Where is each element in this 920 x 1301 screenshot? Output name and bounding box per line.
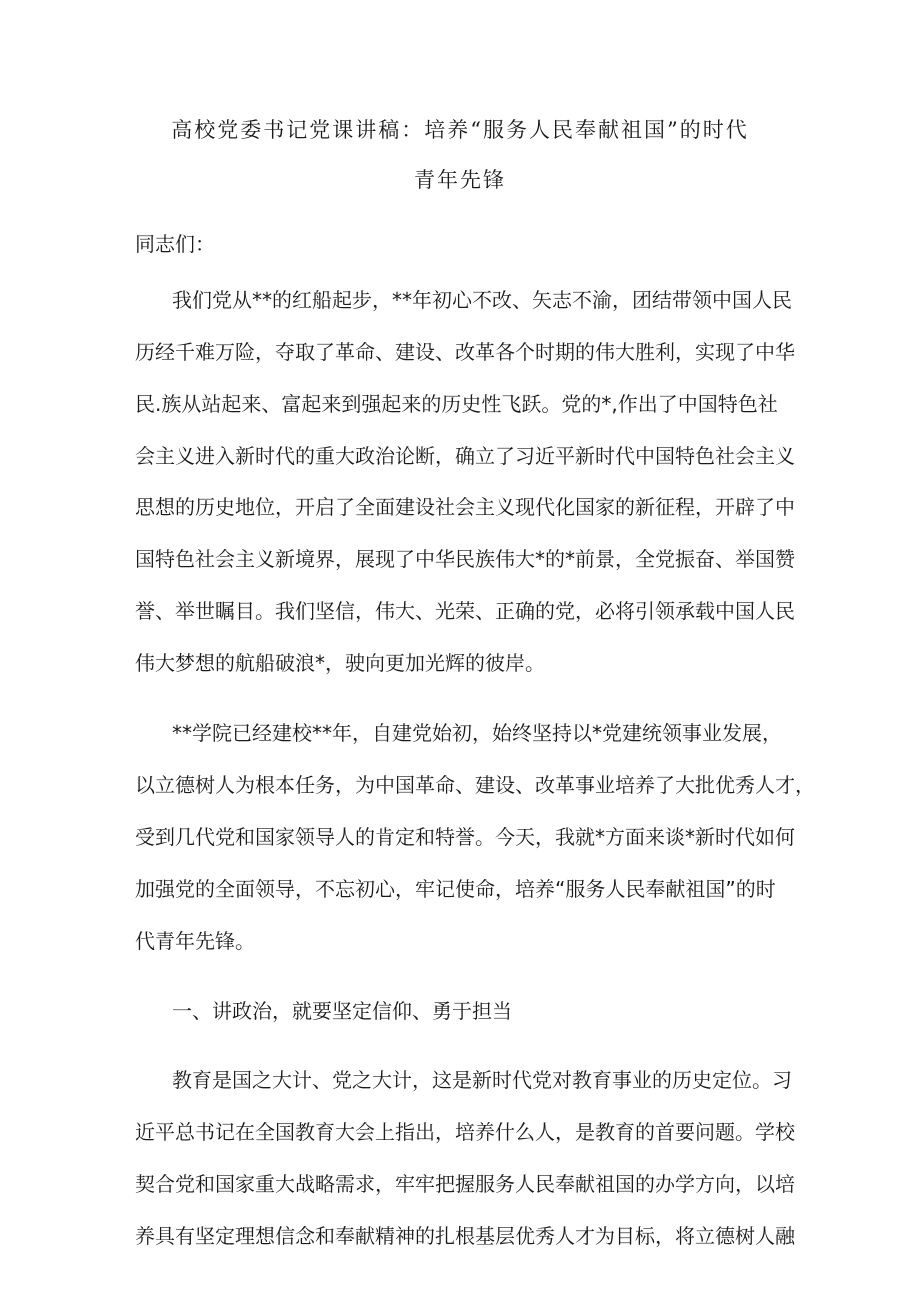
paragraph-2-line-2: 以立德树人为根本任务，为中国革命、建设、改革事业培养了大批优秀人才， — [135, 773, 815, 797]
paragraph-3-line-1: 教育是国之大计、党之大计，这是新时代党对教育事业的历史定位。习 — [172, 1068, 792, 1092]
paragraph-1-line-8: 伟大梦想的航船破浪*，驶向更加光辉的彼岸。 — [135, 651, 545, 675]
paragraph-2-line-4: 加强党的全面领导，不忘初心，牢记使命，培养“服务人民奉献祖国”的时 — [135, 877, 776, 901]
paragraph-1-line-6: 国特色社会主义新境界，展现了中华民族伟大*的*前景，全党振奋、举国赞 — [135, 547, 795, 571]
paragraph-1-line-5: 思想的历史地位，开启了全面建设社会主义现代化国家的新征程，开辟了中 — [135, 495, 795, 519]
paragraph-3-line-2: 近平总书记在全国教育大会上指出，培养什么人，是教育的首要问题。学校 — [135, 1120, 795, 1144]
paragraph-2-line-3: 受到几代党和国家领导人的肯定和特誉。今天，我就*方面来谈*新时代如何 — [135, 825, 795, 849]
paragraph-1-line-2: 历经千难万险，夺取了革命、建设、改革各个时期的伟大胜利，实现了中华 — [135, 340, 795, 364]
paragraph-1-line-4: 会主义进入新时代的重大政治论断，确立了习近平新时代中国特色社会主义 — [135, 444, 795, 468]
document-title-line-2: 青年先锋 — [414, 168, 506, 192]
paragraph-1-line-1: 我们党从**的红船起步，**年初心不改、矢志不渝，团结带领中国人民 — [172, 288, 792, 312]
document-title-line-1: 高校党委书记党课讲稿：培养“服务人民奉献祖国”的时代 — [171, 118, 749, 142]
section-heading-1: 一、讲政治，就要坚定信仰、勇于担当 — [172, 999, 512, 1023]
salutation: 同志们： — [135, 232, 215, 256]
paragraph-1-line-3: 民.族从站起来、富起来到强起来的历史性飞跃。党的*,作出了中国特色社 — [135, 392, 778, 416]
paragraph-1-line-7: 誉、举世瞩目。我们坚信，伟大、光荣、正确的党，必将引领承载中国人民 — [135, 599, 795, 623]
paragraph-2-line-5: 代青年先锋。 — [135, 929, 255, 953]
paragraph-3-line-3: 契合党和国家重大战略需求，牢牢把握服务人民奉献祖国的办学方向，以培 — [135, 1172, 795, 1196]
paragraph-2-line-1: **学院已经建校**年，自建党始初，始终坚持以*党建统领事业发展， — [172, 721, 782, 745]
paragraph-3-line-4: 养具有坚定理想信念和奉献精神的扎根基层优秀人才为目标，将立德树人融 — [135, 1224, 795, 1248]
